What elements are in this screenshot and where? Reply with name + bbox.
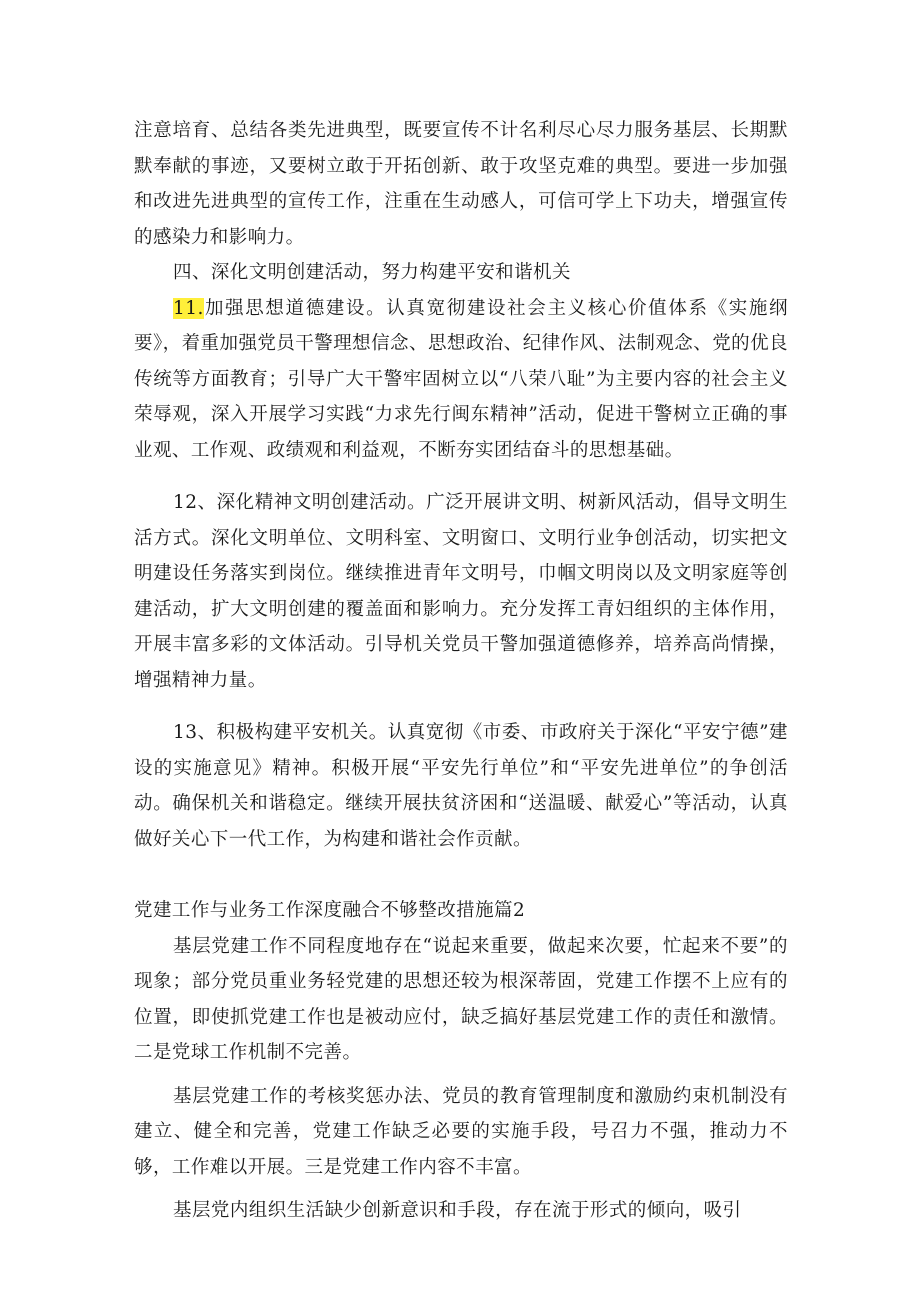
article-2-paragraph-1: 基层党建工作不同程度地存在“说起来重要，做起来次要，忙起来不要”的现象；部分党员重业务轻党建的思想还较为根深蒂固，党建工作摆不上应有的位置，即使抓党建工作也是被动应付，缺乏搞好基层党建工作的责任和激情。二是党球工作机制不完善。 (134, 935, 788, 1063)
document-page (134, 113, 788, 1229)
article-2-title: 党建工作与业务工作深度融合不够整改措施篇2 (134, 900, 526, 921)
article-2-paragraph-3: 基层党内组织生活缺少创新意识和手段，存在流于形式的倾向，吸引 (173, 1200, 742, 1221)
item-12-paragraph: 12、深化精神文明创建活动。广泛开展讲文明、树新风活动，倡导文明生活方式。深化文明单位、文明科室、文明窗口、文明行业争创活动，切实把文明建设任务落实到岗位。继续推进青年文明号，巾帼文明岗以及文明家庭等创建活动，扩大文明创建的覆盖面和影响力。充分发挥工青妇组织的主体作用，开展丰富多彩的文体活动。引导机关党员干警加强道德修养，培养高尚情操，增强精神力量。 (134, 492, 788, 691)
item-11-number-highlight: 11. (173, 297, 204, 319)
article-2-paragraph-2: 基层党建工作的考核奖惩办法、党员的教育管理制度和激励约束机制没有建立、健全和完善，党建工作缺乏必要的实施手段，号召力不强，推动力不够，工作难以开展。三是党建工作内容不丰富。 (134, 1085, 788, 1178)
item-11-text: 加强思想道德建设。认真宽彻建设社会主义核心价值体系《实施纲要》，着重加强党员干警理想信念、思想政治、纪律作风、法制观念、党的优良传统等方面教育；引导广大干警牢固树立以“八荣八耻”为主要内容的社会主义荣辱观，深入开展学习实践“力求先行闽东精神”活动，促进干警树立正确的事业观、工作观、政绩观和利益观，不断夯实团结奋斗的思想基础。 (134, 297, 789, 461)
item-11-paragraph (134, 291, 788, 469)
item-13-paragraph: 13、积极构建平安机关。认真宽彻《市委、市政府关于深化“平安宁德”建设的实施意见》精神。积极开展“平安先行单位”和“平安先进单位”的争创活动。确保机关和谐稳定。继续开展扶贫济困和“送温暖、献爱心”等活动，认真做好关心下一代工作，为构建和谐社会作贡献。 (134, 722, 788, 850)
section-heading: 四、深化文明创建活动，努力构建平安和谐机关 (173, 262, 571, 283)
paragraph-continuation: 注意培育、总结各类先进典型，既要宣传不计名利尽心尽力服务基层、长期默默奉献的事迹，又要树立敢于开拓创新、敢于攻坚克难的典型。要进一步加强和改进先进典型的宣传工作，注重在生动感人，可信可学上下功夫，增强宣传的感染力和影响力。 (134, 120, 788, 248)
